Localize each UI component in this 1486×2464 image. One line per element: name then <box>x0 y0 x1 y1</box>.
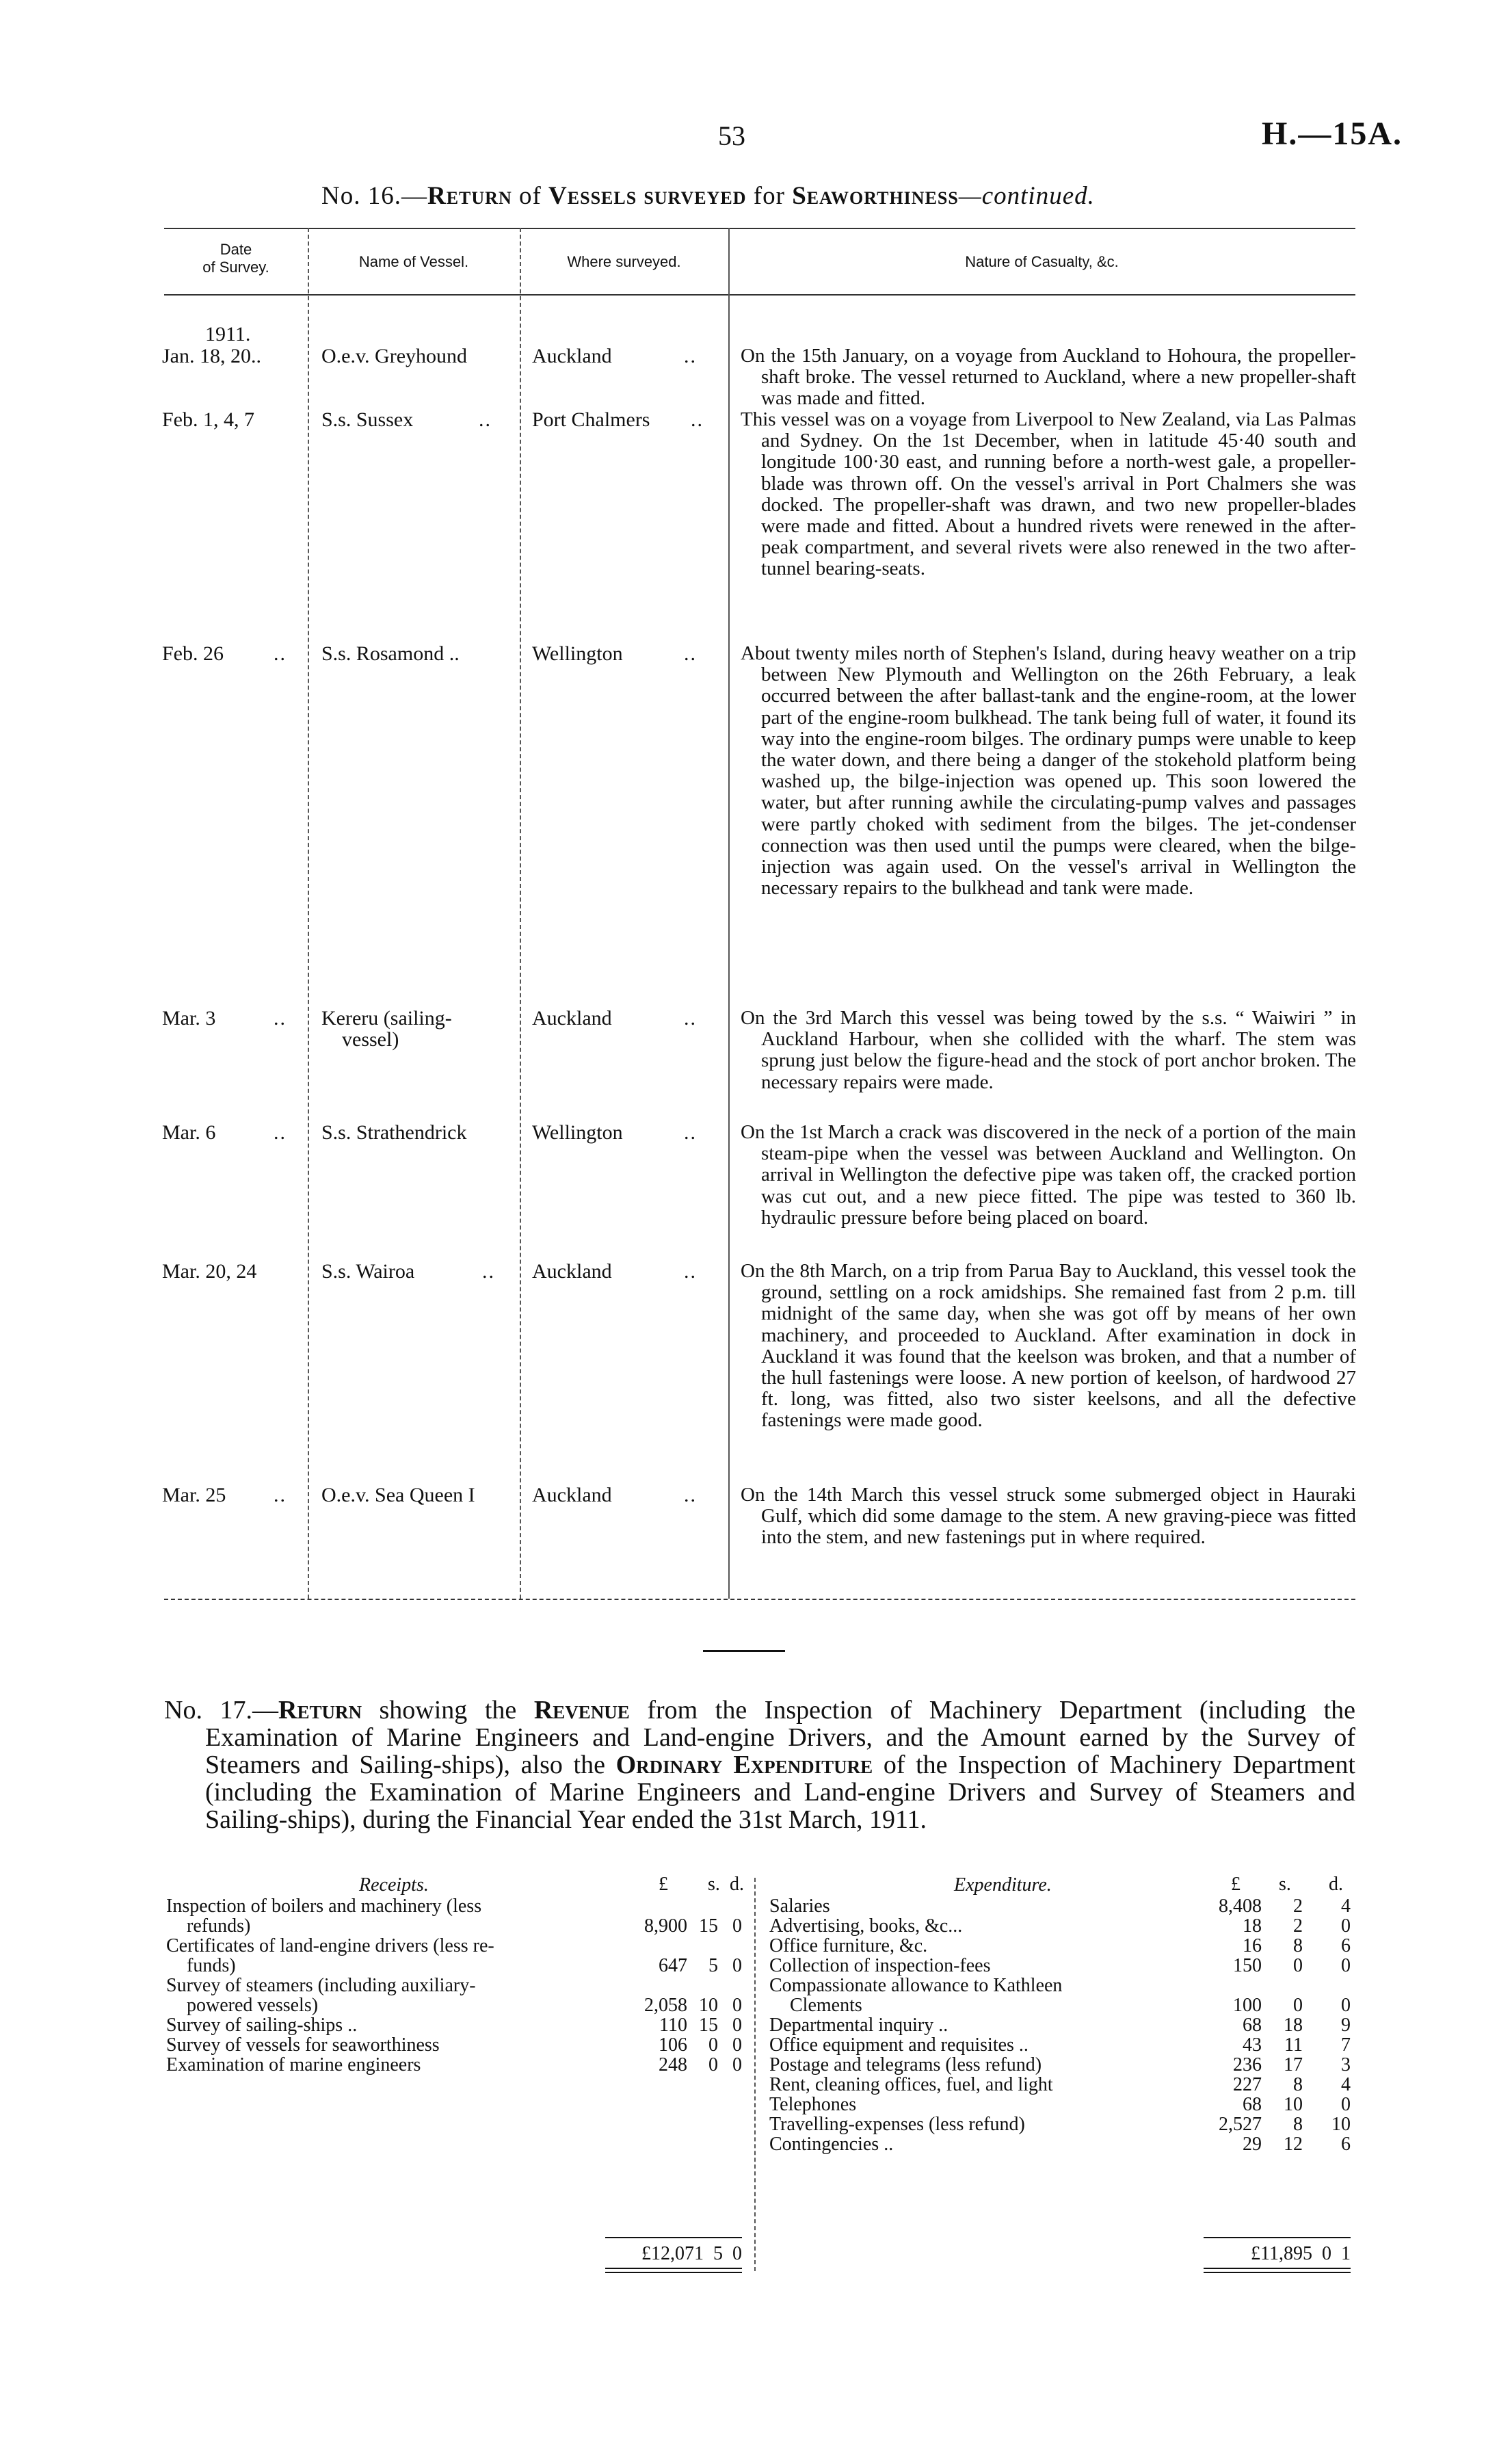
return-17-title: No. 17.—Return showing the Revenue from the Inspection of Machinery Department (including the Examination of Marine Engineers and Land-engine Drivers, and the Amount earned by the Survey of Steamers and Sailing-ships), also the Ordinary Expenditure of the Inspection of Machinery Department (including the Examination of Marine Engineers and Land-engine Drivers and Survey of Steamers and Sailing-ships), during the Financial Year ended the 31st March, 1911. <box>164 1696 1355 1834</box>
leader-dots: .. <box>684 1484 697 1506</box>
item-pence: 0 <box>732 1955 742 1976</box>
expenditure-total-rule <box>1204 2268 1351 2273</box>
row-where: Port Chalmers <box>532 408 650 431</box>
item-label: Advertising, books, &c... <box>769 1915 963 1937</box>
item-shillings: 0 <box>1293 1995 1303 2016</box>
item-label: Telephones <box>769 2094 857 2115</box>
row-vessel: O.e.v. Greyhound <box>321 345 468 367</box>
row-where: Auckland <box>532 1484 612 1506</box>
header-date: Date of Survey. <box>202 241 269 276</box>
leader-dots: .. <box>684 642 697 665</box>
return-16-title: No. 16.—Return of Vessels surveyed for Seaworthiness—continued. <box>321 182 1095 210</box>
item-pence: 0 <box>1341 2094 1351 2115</box>
item-pounds: 8,900 <box>644 1915 687 1937</box>
item-pounds: 8,408 <box>1219 1896 1262 1917</box>
item-pence: 0 <box>1341 1915 1351 1937</box>
item-pounds: 236 <box>1233 2054 1262 2075</box>
row-date: Mar. 25 <box>162 1484 226 1506</box>
row-vessel: Kereru (sailing- <box>321 1007 452 1030</box>
table-header-rule <box>164 294 1355 296</box>
item-shillings: 0 <box>708 2054 718 2075</box>
row-desc: On the 15th January, on a voyage from Auckland to Hohoura, the propeller-shaft broke. The vessel returned to Auckland, where a new propeller-shaft was made and fitted. <box>741 345 1356 410</box>
item-pence: 0 <box>732 2034 742 2056</box>
header-nature: Nature of Casualty, &c. <box>965 253 1119 270</box>
row-where: Auckland <box>532 1260 612 1283</box>
row-desc: On the 14th March this vessel struck some submerged object in Hauraki Gulf, which did some damage to the stem. A new graving-piece was fitted into the stem, and new fastenings put in where required. <box>741 1484 1356 1549</box>
item-pence: 0 <box>1341 1955 1351 1976</box>
item-label: Office furniture, &c. <box>769 1935 928 1956</box>
item-pounds: 68 <box>1243 2015 1262 2036</box>
item-pence: 10 <box>1331 2114 1351 2135</box>
row-date: Jan. 18, 20.. <box>162 345 261 367</box>
row-desc: On the 1st March a crack was discovered in the neck of a portion of the main steam-pipe when the vessel was between Auckland and Wellington. On arrival in Wellington the defective pipe was taken off, the cracked portion was cut out, and a new piece fitted. The pipe was tested to 360 lb. hydraulic pressure before being placed on board. <box>741 1121 1356 1229</box>
leader-dots: .. <box>274 1007 287 1030</box>
document-reference: H.—15A. <box>1262 116 1403 152</box>
item-shillings: 8 <box>1293 1935 1303 1956</box>
leader-dots: .. <box>684 1007 697 1030</box>
leader-dots: .. <box>274 1484 287 1506</box>
row-where: Wellington <box>532 1121 623 1144</box>
item-label: Postage and telegrams (less refund) <box>769 2054 1042 2075</box>
item-label: Travelling-expenses (less refund) <box>769 2114 1025 2135</box>
item-pounds: 18 <box>1243 1915 1262 1937</box>
column-divider-1 <box>308 228 309 1599</box>
item-pounds: 100 <box>1233 1995 1262 2016</box>
item-label: Survey of sailing-ships .. <box>166 2015 358 2036</box>
item-shillings: 10 <box>1284 2094 1303 2115</box>
expenditure-heading: Expenditure. <box>954 1874 1052 1896</box>
leader-dots: .. <box>684 1260 697 1283</box>
item-pounds: 647 <box>659 1955 687 1976</box>
item-pounds: 248 <box>659 2054 687 2075</box>
expenditure-total: £11,895 0 1 <box>1251 2243 1351 2264</box>
item-pounds: 106 <box>659 2034 687 2056</box>
item-shillings: 2 <box>1293 1896 1303 1917</box>
row-vessel: S.s. Strathendrick <box>321 1121 467 1144</box>
item-shillings: 12 <box>1284 2134 1303 2155</box>
item-pence: 7 <box>1341 2034 1351 2056</box>
leader-dots: .. <box>274 1121 287 1144</box>
row-vessel: S.s. Sussex <box>321 408 414 431</box>
item-pence: 0 <box>732 1995 742 2016</box>
item-shillings: 8 <box>1293 2114 1303 2135</box>
column-divider-2 <box>520 228 521 1599</box>
column-divider-3 <box>728 228 730 1599</box>
item-label-cont: refunds) <box>187 1915 251 1937</box>
leader-dots: .. <box>684 345 697 367</box>
leader-dots: .. <box>274 642 287 665</box>
item-label: Salaries <box>769 1896 830 1917</box>
item-pounds: 43 <box>1243 2034 1262 2056</box>
item-pence: 0 <box>732 2054 742 2075</box>
item-shillings: 17 <box>1284 2054 1303 2075</box>
item-label: Departmental inquiry .. <box>769 2015 948 2036</box>
item-pence: 9 <box>1341 2015 1351 2036</box>
item-pounds: 227 <box>1233 2074 1262 2095</box>
row-date: Mar. 20, 24 <box>162 1260 257 1283</box>
expenditure-subtotal-rule <box>1204 2237 1351 2238</box>
item-pence: 0 <box>732 1915 742 1937</box>
row-vessel: S.s. Rosamond .. <box>321 642 460 665</box>
item-pence: 6 <box>1341 1935 1351 1956</box>
item-shillings: 18 <box>1284 2015 1303 2036</box>
row-desc: On the 8th March, on a trip from Parua Bay to Auckland, this vessel took the ground, settling on a rock amidships. She remained fast from 2 p.m. till midnight of the same day, when she was got off by means of her own machinery, and proceeded to Auckland. After examination in dock in Auckland it was found that the keelson was broken, and that a number of the hull fastenings were loose. A new portion of keelson, of hardwood 27 ft. long, was fitted, also two sister keelsons, and all the defective fastenings were made good. <box>741 1260 1356 1432</box>
year-label: 1911. <box>205 323 251 345</box>
receipts-subtotal-rule <box>605 2237 742 2238</box>
item-pence: 4 <box>1341 2074 1351 2095</box>
item-label: Office equipment and requisites .. <box>769 2034 1029 2056</box>
row-where: Wellington <box>532 642 623 665</box>
item-shillings: 10 <box>699 1995 718 2016</box>
row-date: Feb. 26 <box>162 642 224 665</box>
item-label: Compassionate allowance to Kathleen <box>769 1975 1063 1996</box>
row-desc: This vessel was on a voyage from Liverpool to New Zealand, via Las Palmas and Sydney. On the 1st December, when in latitude 45·40 south and longitude 100·30 east, and running before a north-west gale, a propeller-blade was thrown off. On the vessel's arrival in Port Chalmers she was docked. The propeller-shaft was drawn, and two new propeller-blades were made and fitted. About a hundred rivets were renewed in the after-peak compartment, and several rivets were also renewed in the two after-tunnel bearing-seats. <box>741 408 1356 580</box>
finance-divider <box>754 1878 756 2271</box>
item-pounds: 2,058 <box>644 1995 687 2016</box>
leader-dots: .. <box>479 408 492 431</box>
item-pence: 6 <box>1341 2134 1351 2155</box>
item-pounds: 16 <box>1243 1935 1262 1956</box>
receipts-col-shillings: s. <box>708 1874 720 1895</box>
receipts-col-pounds: £ <box>659 1874 668 1895</box>
item-shillings: 5 <box>708 1955 718 1976</box>
receipts-total-rule <box>605 2268 742 2273</box>
item-label: Inspection of boilers and machinery (less <box>166 1896 482 1917</box>
item-pence: 0 <box>1341 1995 1351 2016</box>
item-label: Survey of steamers (including auxiliary- <box>166 1975 476 1996</box>
item-shillings: 15 <box>699 1915 718 1937</box>
item-label: Collection of inspection-fees <box>769 1955 991 1976</box>
receipts-total: £12,071 5 0 <box>641 2243 742 2264</box>
row-where: Auckland <box>532 345 612 367</box>
leader-dots: .. <box>482 1260 495 1283</box>
item-pounds: 68 <box>1243 2094 1262 2115</box>
row-where: Auckland <box>532 1007 612 1030</box>
table-bottom-rule <box>164 1599 1355 1600</box>
item-shillings: 0 <box>1293 1955 1303 1976</box>
header-vessel: Name of Vessel. <box>358 253 469 270</box>
item-label-cont: Clements <box>790 1995 862 2016</box>
item-pence: 4 <box>1341 1896 1351 1917</box>
page-number: 53 <box>718 120 745 151</box>
item-pence: 3 <box>1341 2054 1351 2075</box>
table-top-rule <box>164 228 1355 229</box>
section-separator <box>703 1650 785 1652</box>
item-label-cont: powered vessels) <box>187 1995 319 2016</box>
expenditure-col-shillings: s. <box>1279 1874 1291 1895</box>
item-shillings: 15 <box>699 2015 718 2036</box>
leader-dots: .. <box>691 408 704 431</box>
row-date: Feb. 1, 4, 7 <box>162 408 254 431</box>
item-shillings: 11 <box>1284 2034 1303 2056</box>
item-pence: 0 <box>732 2015 742 2036</box>
header-where: Where surveyed. <box>567 253 681 270</box>
item-shillings: 2 <box>1293 1915 1303 1937</box>
item-label: Certificates of land-engine drivers (less re- <box>166 1935 494 1956</box>
item-pounds: 110 <box>659 2015 687 2036</box>
row-date: Mar. 3 <box>162 1007 216 1030</box>
item-label-cont: funds) <box>187 1955 236 1976</box>
item-label: Survey of vessels for seaworthiness <box>166 2034 440 2056</box>
item-shillings: 8 <box>1293 2074 1303 2095</box>
receipts-heading: Receipts. <box>359 1874 429 1896</box>
item-label: Contingencies .. <box>769 2134 894 2155</box>
receipts-col-pence: d. <box>730 1874 744 1895</box>
row-vessel: O.e.v. Sea Queen I <box>321 1484 475 1506</box>
item-shillings: 0 <box>708 2034 718 2056</box>
item-label: Rent, cleaning offices, fuel, and light <box>769 2074 1053 2095</box>
expenditure-col-pence: d. <box>1329 1874 1343 1895</box>
row-desc: About twenty miles north of Stephen's Island, during heavy weather on a trip between New Plymouth and Wellington on the 26th February, a leak occurred between the after ballast-tank and the engine-room, at the lower part of the engine-room bulkhead. The tank being full of water, it found its way into the engine-room bilges. The ordinary pumps were unable to keep the water down, and there being a danger of the stokehold platform being washed up, the bilge-injection was opened up. This soon lowered the water, but after running awhile the circulating-pump valves and passages were partly choked with sediment from the bilges. The jet-condenser connection was then used until the pumps were cleared, when the bilge-injection was again used. On the vessel's arrival in Wellington the necessary repairs to the bulkhead and tank were made. <box>741 642 1356 900</box>
row-vessel-cont: vessel) <box>342 1028 399 1051</box>
leader-dots: .. <box>684 1121 697 1144</box>
item-label: Examination of marine engineers <box>166 2054 421 2075</box>
expenditure-col-pounds: £ <box>1231 1874 1240 1895</box>
row-desc: On the 3rd March this vessel was being towed by the s.s. “ Waiwiri ” in Auckland Harbour, when she collided with the wharf. The stem was sprung just below the figure-head and the stock of port anchor broken. The necessary repairs were made. <box>741 1007 1356 1093</box>
item-pounds: 150 <box>1233 1955 1262 1976</box>
item-pounds: 29 <box>1243 2134 1262 2155</box>
item-pounds: 2,527 <box>1219 2114 1262 2135</box>
row-vessel: S.s. Wairoa <box>321 1260 415 1283</box>
row-date: Mar. 6 <box>162 1121 216 1144</box>
